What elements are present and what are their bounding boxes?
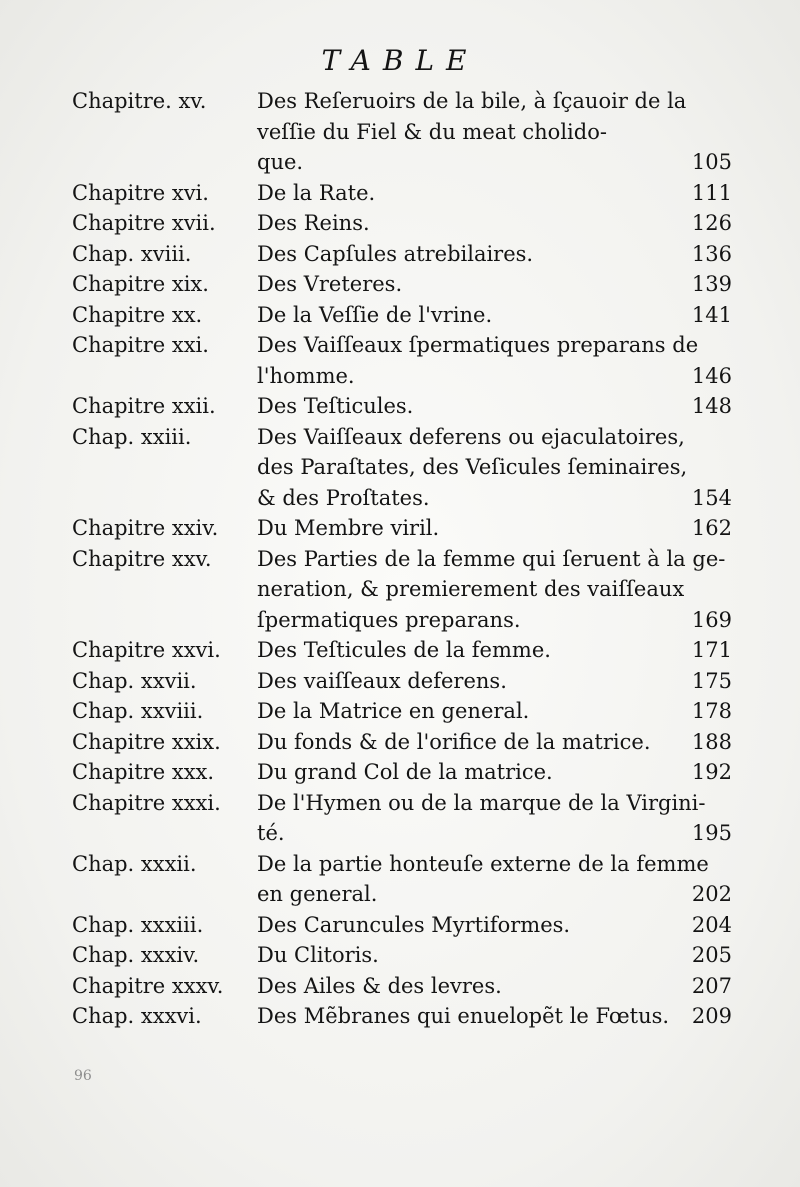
page-number: 202 bbox=[691, 882, 732, 906]
toc-entry bbox=[72, 940, 732, 971]
chapter-title-line: té. bbox=[257, 821, 285, 845]
chapter-title-last-line bbox=[257, 269, 732, 300]
toc-entry bbox=[72, 696, 732, 727]
chapter-title bbox=[257, 513, 732, 544]
chapter-title-line: neration, & premierement des vaiſſeaux bbox=[257, 577, 685, 601]
page-number: 139 bbox=[691, 272, 732, 296]
chapter-title-last-line bbox=[257, 605, 732, 636]
chapter-title-line: Du Clitoris. bbox=[257, 943, 379, 967]
chapter-title-last-line bbox=[257, 1001, 732, 1032]
chapter-label: Chapitre xxxi. bbox=[72, 790, 221, 815]
chapter-title bbox=[257, 391, 732, 422]
bleed-through-mark: 96 bbox=[74, 1068, 92, 1084]
page-number: 146 bbox=[691, 363, 732, 388]
chapter-title bbox=[257, 696, 732, 727]
chapter-title bbox=[257, 544, 732, 636]
page-number: 207 bbox=[691, 973, 732, 998]
chapter-title-last-line bbox=[257, 513, 732, 544]
chapter-title bbox=[257, 849, 732, 910]
chapter-label: Chapitre xxiv. bbox=[72, 516, 219, 540]
chapter-title-line: Des Reſeruoirs de la bile, à ſçauoir de la bbox=[257, 89, 687, 113]
toc-entry bbox=[72, 513, 732, 544]
chapter-title-line: en general. bbox=[257, 882, 378, 906]
chapter-title-line: De l'Hymen ou de la marque de la Virgini- bbox=[257, 790, 706, 815]
chapter-label: Chapitre xvi. bbox=[72, 180, 209, 205]
chapter-title-line: De la Rate. bbox=[257, 180, 376, 205]
chapter-title-last-line bbox=[257, 391, 732, 422]
chapter-title-last-line bbox=[257, 727, 732, 758]
chapter-title bbox=[257, 178, 732, 209]
chapter-title-last-line bbox=[257, 940, 732, 971]
chapter-title-line: Du fonds & de l'orifice de la matrice. bbox=[257, 729, 651, 754]
chapter-label: Chap. xxviii. bbox=[72, 699, 204, 723]
chapter-title-last-line bbox=[257, 879, 732, 910]
page-number: 178 bbox=[691, 699, 732, 723]
chapter-title-line: Des Teſticules de la femme. bbox=[257, 638, 551, 662]
page-number: 209 bbox=[691, 1004, 732, 1028]
chapter-title bbox=[257, 727, 732, 758]
chapter-title-last-line bbox=[257, 208, 732, 239]
page-number: 136 bbox=[691, 241, 732, 266]
chapter-label: Chapitre xix. bbox=[72, 272, 209, 296]
chapter-label: Chapitre. xv. bbox=[72, 89, 207, 113]
toc-entry bbox=[72, 86, 732, 178]
chapter-title-line: des Paraſtates, des Veſicules ſeminaires, bbox=[257, 455, 688, 479]
chapter-title-line: Des Vaiſſeaux deferens ou ejaculatoires, bbox=[257, 424, 685, 449]
toc-entry bbox=[72, 666, 732, 697]
page-number: 126 bbox=[691, 211, 732, 235]
chapter-title bbox=[257, 269, 732, 300]
chapter-label: Chapitre xxix. bbox=[72, 729, 221, 754]
page-number: 175 bbox=[691, 668, 732, 693]
page-number: 204 bbox=[691, 912, 732, 937]
page-number: 111 bbox=[691, 180, 732, 205]
chapter-title bbox=[257, 1001, 732, 1032]
chapter-title-line: que. bbox=[257, 150, 304, 174]
chapter-label: Chapitre xxxv. bbox=[72, 973, 224, 998]
chapter-title-line: Des Reins. bbox=[257, 211, 370, 235]
chapter-title-last-line bbox=[257, 300, 732, 331]
chapter-title bbox=[257, 239, 732, 270]
toc-entry bbox=[72, 269, 732, 300]
toc-entry bbox=[72, 971, 732, 1002]
page-number: 105 bbox=[691, 150, 732, 174]
toc-entry bbox=[72, 330, 732, 391]
chapter-title-last-line bbox=[257, 666, 732, 697]
chapter-title-line: veſſie du Fiel & du meat cholido- bbox=[257, 119, 607, 144]
table-of-contents bbox=[72, 86, 732, 1032]
chapter-title-last-line bbox=[257, 147, 732, 178]
page-number: 148 bbox=[691, 394, 732, 418]
chapter-title-line: Des Mẽbranes qui enuelopẽt le Fœtus. bbox=[257, 1004, 670, 1028]
toc-entry bbox=[72, 1001, 732, 1032]
chapter-title-line: De la Matrice en general. bbox=[257, 699, 530, 723]
page-number: 162 bbox=[691, 516, 732, 540]
chapter-label: Chapitre xxv. bbox=[72, 546, 212, 571]
chapter-title-last-line bbox=[257, 818, 732, 849]
toc-entry bbox=[72, 422, 732, 514]
chapter-label: Chap. xxiii. bbox=[72, 424, 192, 449]
chapter-title bbox=[257, 330, 732, 391]
toc-entry bbox=[72, 391, 732, 422]
toc-entry bbox=[72, 178, 732, 209]
chapter-title bbox=[257, 666, 732, 697]
chapter-label: Chapitre xxvi. bbox=[72, 638, 221, 662]
chapter-title-last-line bbox=[257, 696, 732, 727]
page-number: 141 bbox=[691, 302, 732, 327]
chapter-title-last-line bbox=[257, 971, 732, 1002]
chapter-title bbox=[257, 971, 732, 1002]
chapter-title-last-line bbox=[257, 910, 732, 941]
chapter-label: Chapitre xvii. bbox=[72, 211, 216, 235]
page-number: 188 bbox=[691, 729, 732, 754]
chapter-title-line: Des Teſticules. bbox=[257, 394, 414, 418]
chapter-title bbox=[257, 86, 732, 178]
toc-entry bbox=[72, 300, 732, 331]
page-number: 169 bbox=[691, 607, 732, 632]
chapter-title bbox=[257, 208, 732, 239]
page-number: 205 bbox=[691, 943, 732, 967]
page-number: 154 bbox=[691, 485, 732, 510]
toc-entry bbox=[72, 239, 732, 270]
chapter-title-line: & des Proſtates. bbox=[257, 485, 430, 510]
chapter-title-last-line bbox=[257, 483, 732, 514]
chapter-title bbox=[257, 757, 732, 788]
chapter-label: Chap. xxxiii. bbox=[72, 912, 204, 937]
chapter-title-line: Des vaiſſeaux deferens. bbox=[257, 668, 507, 693]
chapter-title-line: l'homme. bbox=[257, 363, 355, 388]
chapter-label: Chap. xviii. bbox=[72, 241, 192, 266]
chapter-label: Chapitre xxx. bbox=[72, 760, 215, 784]
chapter-title-last-line bbox=[257, 361, 732, 392]
chapter-label: Chap. xxxvi. bbox=[72, 1004, 202, 1028]
chapter-label: Chapitre xxi. bbox=[72, 333, 209, 357]
toc-entry bbox=[72, 757, 732, 788]
chapter-title-last-line bbox=[257, 635, 732, 666]
toc-entry bbox=[72, 727, 732, 758]
toc-entry bbox=[72, 208, 732, 239]
chapter-title-line: Des Capſules atrebilaires. bbox=[257, 241, 534, 266]
chapter-title-line: Des Vreteres. bbox=[257, 272, 403, 296]
page-number: 192 bbox=[691, 760, 732, 784]
chapter-title bbox=[257, 300, 732, 331]
chapter-title-line: Des Vaiſſeaux ſpermatiques preparans de bbox=[257, 333, 699, 357]
chapter-title bbox=[257, 788, 732, 849]
toc-entry bbox=[72, 849, 732, 910]
toc-entry bbox=[72, 544, 732, 636]
chapter-title-line: Des Parties de la femme qui ſeruent à la ge- bbox=[257, 546, 726, 571]
chapter-title-line: Des Caruncules Myrtiformes. bbox=[257, 912, 571, 937]
page-number: 171 bbox=[691, 638, 732, 662]
toc-entry bbox=[72, 788, 732, 849]
chapter-title-line: De la Veſſie de l'vrine. bbox=[257, 302, 493, 327]
chapter-title-last-line bbox=[257, 178, 732, 209]
chapter-title bbox=[257, 940, 732, 971]
toc-entry bbox=[72, 635, 732, 666]
toc-entry bbox=[72, 910, 732, 941]
chapter-title-line: Des Ailes & des levres. bbox=[257, 973, 502, 998]
chapter-title-last-line bbox=[257, 239, 732, 270]
chapter-label: Chapitre xx. bbox=[72, 302, 203, 327]
chapter-title bbox=[257, 635, 732, 666]
page-number: 195 bbox=[691, 821, 732, 845]
chapter-label: Chap. xxvii. bbox=[72, 668, 197, 693]
chapter-label: Chapitre xxii. bbox=[72, 394, 216, 418]
chapter-title-line: ſpermatiques preparans. bbox=[257, 607, 521, 632]
chapter-title-line: Du grand Col de la matrice. bbox=[257, 760, 553, 784]
chapter-label: Chap. xxxiv. bbox=[72, 943, 200, 967]
chapter-title-line: Du Membre viril. bbox=[257, 516, 440, 540]
chapter-label: Chap. xxxii. bbox=[72, 851, 197, 876]
chapter-title-line: De la partie honteuſe externe de la femme bbox=[257, 851, 709, 876]
chapter-title-last-line bbox=[257, 757, 732, 788]
chapter-title bbox=[257, 910, 732, 941]
chapter-title bbox=[257, 422, 732, 514]
page-title: TABLE bbox=[321, 44, 479, 77]
